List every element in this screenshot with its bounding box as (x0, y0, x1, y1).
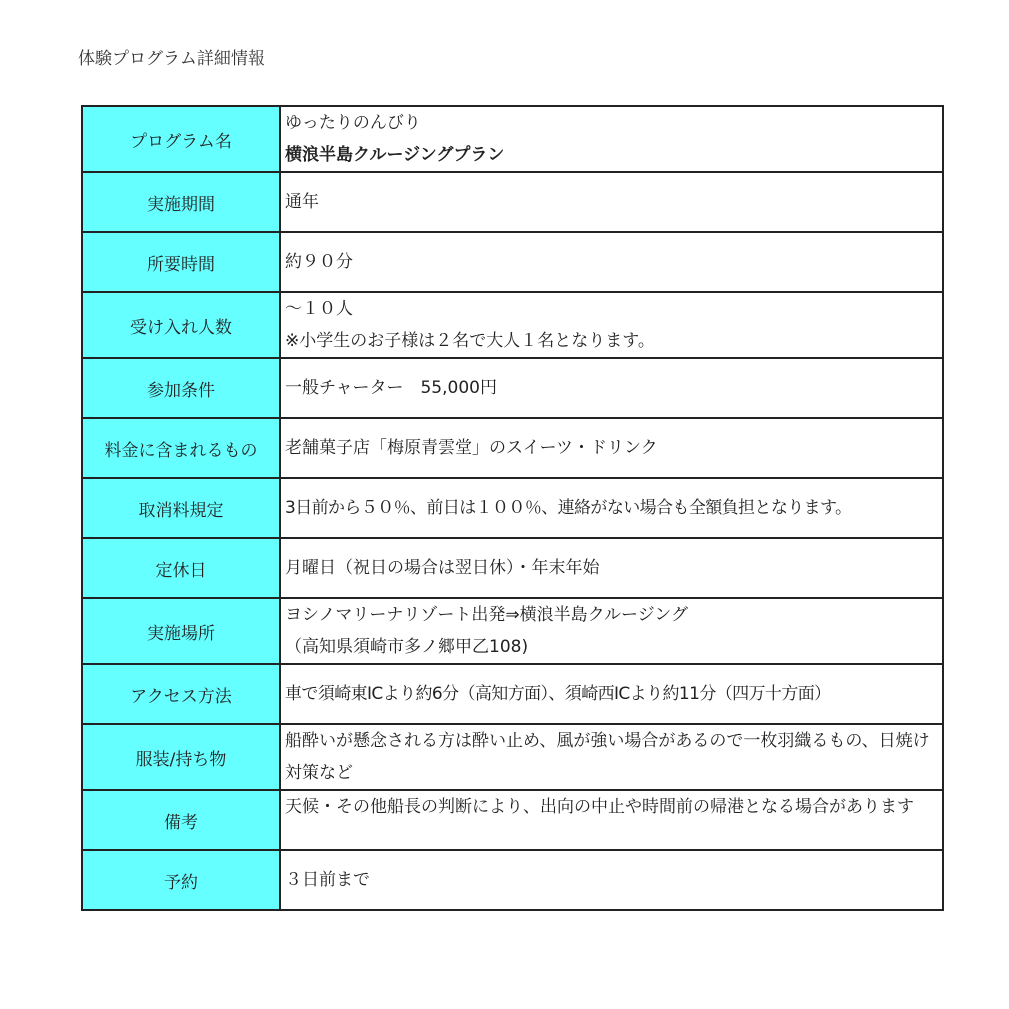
access-value: 車で須崎東ICより約6分（高知方面）、須崎西ICより約11分（四万十方面） (285, 684, 831, 704)
period-value: 通年 (285, 192, 319, 212)
belongings-value: 船酔いが懸念される方は酔い止め、風が強い場合があるので一枚羽織るもの、日焼け対策など (285, 731, 930, 783)
included-value: 老舗菓子店「梅原青雲堂」のスイーツ・ドリンク (285, 438, 658, 458)
row-label: 参加条件 (82, 358, 280, 418)
row-label: 実施場所 (82, 598, 280, 664)
conditions-value: 一般チャーター 55,000円 (285, 378, 497, 398)
row-label: 予約 (82, 850, 280, 910)
row-value (280, 232, 943, 292)
row-label: 受け入れ人数 (82, 292, 280, 358)
reservation-value: ３日前まで (285, 870, 370, 890)
notes-value: 天候・その他船長の判断により、出向の中止や時間前の帰港となる場合があります (285, 797, 914, 817)
row-value (280, 724, 943, 790)
program-details-table (81, 105, 944, 911)
page-title: 体験プログラム詳細情報 (78, 49, 265, 69)
row-label: プログラム名 (82, 106, 280, 172)
row-label: 取消料規定 (82, 478, 280, 538)
row-value (280, 358, 943, 418)
table-row-program-name (82, 106, 943, 172)
capacity-note: ※小学生のお子様は２名で大人１名となります。 (285, 331, 655, 351)
row-value (280, 418, 943, 478)
table-row-capacity (82, 292, 943, 358)
duration-value: 約９０分 (285, 252, 353, 272)
table-row-location (82, 598, 943, 664)
capacity-value: ～１０人 (285, 299, 353, 319)
row-value (280, 538, 943, 598)
table-row-belongings (82, 724, 943, 790)
holidays-value: 月曜日（祝日の場合は翌日休）・年末年始 (285, 558, 600, 578)
table-row-holidays (82, 538, 943, 598)
row-value (280, 664, 943, 724)
row-value (280, 598, 943, 664)
location-value: ヨシノマリーナリゾート出発⇒横浪半島クルージング (285, 605, 688, 625)
row-value (280, 172, 943, 232)
row-value (280, 478, 943, 538)
row-label: 服装/持ち物 (82, 724, 280, 790)
row-label: 定休日 (82, 538, 280, 598)
table-row-notes (82, 790, 943, 850)
row-label: アクセス方法 (82, 664, 280, 724)
row-value (280, 106, 943, 172)
row-value (280, 292, 943, 358)
row-label: 備考 (82, 790, 280, 850)
row-value (280, 790, 943, 850)
row-label: 料金に含まれるもの (82, 418, 280, 478)
table-row-access (82, 664, 943, 724)
row-value (280, 850, 943, 910)
table-row-conditions (82, 358, 943, 418)
table-row-period (82, 172, 943, 232)
program-subtitle: ゆったりのんびり (285, 113, 421, 133)
program-name: 横浪半島クルージングプラン (285, 145, 505, 165)
table-row-cancellation (82, 478, 943, 538)
table-row-reservation (82, 850, 943, 910)
table-row-duration (82, 232, 943, 292)
cancellation-value: 3日前から５０％、前日は１００％、連絡がない場合も全額負担となります。 (285, 498, 852, 518)
row-label: 所要時間 (82, 232, 280, 292)
row-label: 実施期間 (82, 172, 280, 232)
table-row-included (82, 418, 943, 478)
location-address: （高知県須崎市多ノ郷甲乙108) (285, 637, 529, 657)
